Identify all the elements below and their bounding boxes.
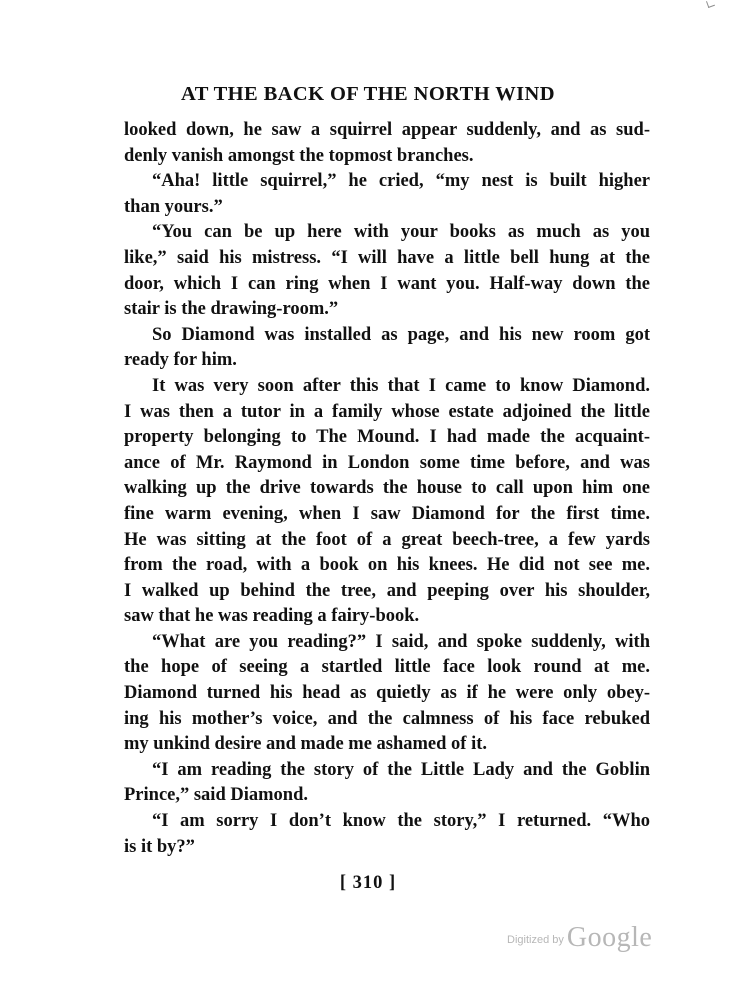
text-line: looked down, he saw a squirrel appear suddenly, and as sud- [124, 120, 650, 140]
text-line: like,” said his mistress. “I will have a little bell hung at the [124, 247, 650, 268]
text-line: “I am sorry I don’t know the story,” I returned. “Who [152, 811, 650, 832]
text-line: So Diamond was installed as page, and his new room got [152, 324, 650, 345]
text-line: He was sitting at the foot of a great beech-tree, a few yards [124, 529, 650, 550]
text-line: denly vanish amongst the topmost branches. [124, 145, 474, 166]
text-line: I was then a tutor in a family whose estate adjoined the little [124, 401, 650, 422]
text-line: from the road, with a book on his knees. He did not see me. [124, 555, 650, 576]
page-number: [ 310 ] [339, 873, 397, 893]
text-line: “Aha! little squirrel,” he cried, “my nest is built higher [152, 171, 650, 192]
text-line: “I am reading the story of the Little Lady and the Goblin [152, 759, 650, 780]
text-line: saw that he was reading a fairy-book. [124, 606, 420, 627]
text-line: “You can be up here with your books as much as you [152, 222, 650, 243]
digitized-by-watermark [507, 922, 652, 954]
running-title: AT THE BACK OF THE NORTH WIND [181, 83, 555, 105]
text-line: is it by?” [124, 836, 195, 857]
text-line: door, which I can ring when I want you. Half-way down the [124, 273, 650, 294]
text-line: ing his mother’s voice, and the calmness of his face rebuked [124, 708, 650, 729]
text-line: fine warm evening, when I saw Diamond for the first time. [124, 503, 650, 524]
text-line: walking up the drive towards the house to call upon him one [124, 478, 650, 499]
text-line: stair is the drawing-room.” [124, 299, 339, 320]
text-line: I walked up behind the tree, and peeping over his shoulder, [124, 580, 650, 601]
text-line: Diamond turned his head as quietly as if he were only obey- [124, 683, 650, 704]
body-text [124, 118, 650, 860]
text-line: the hope of seeing a startled little face look round at me. [124, 657, 650, 678]
text-line: property belonging to The Mound. I had made the acquaint- [124, 427, 650, 448]
text-line: “What are you reading?” I said, and spoke suddenly, with [152, 631, 650, 652]
text-line: It was very soon after this that I came to know Diamond. [152, 375, 650, 396]
page-corner-mark [706, 0, 715, 8]
text-line: my unkind desire and made me ashamed of it. [124, 734, 488, 755]
text-line: ready for him. [124, 350, 237, 371]
text-line: ance of Mr. Raymond in London some time before, and was [124, 452, 650, 473]
text-line: than yours.” [124, 196, 223, 217]
text-line: Prince,” said Diamond. [124, 785, 308, 806]
google-logo: Google [566, 922, 653, 953]
watermark-prefix: Digitized by [507, 934, 564, 946]
